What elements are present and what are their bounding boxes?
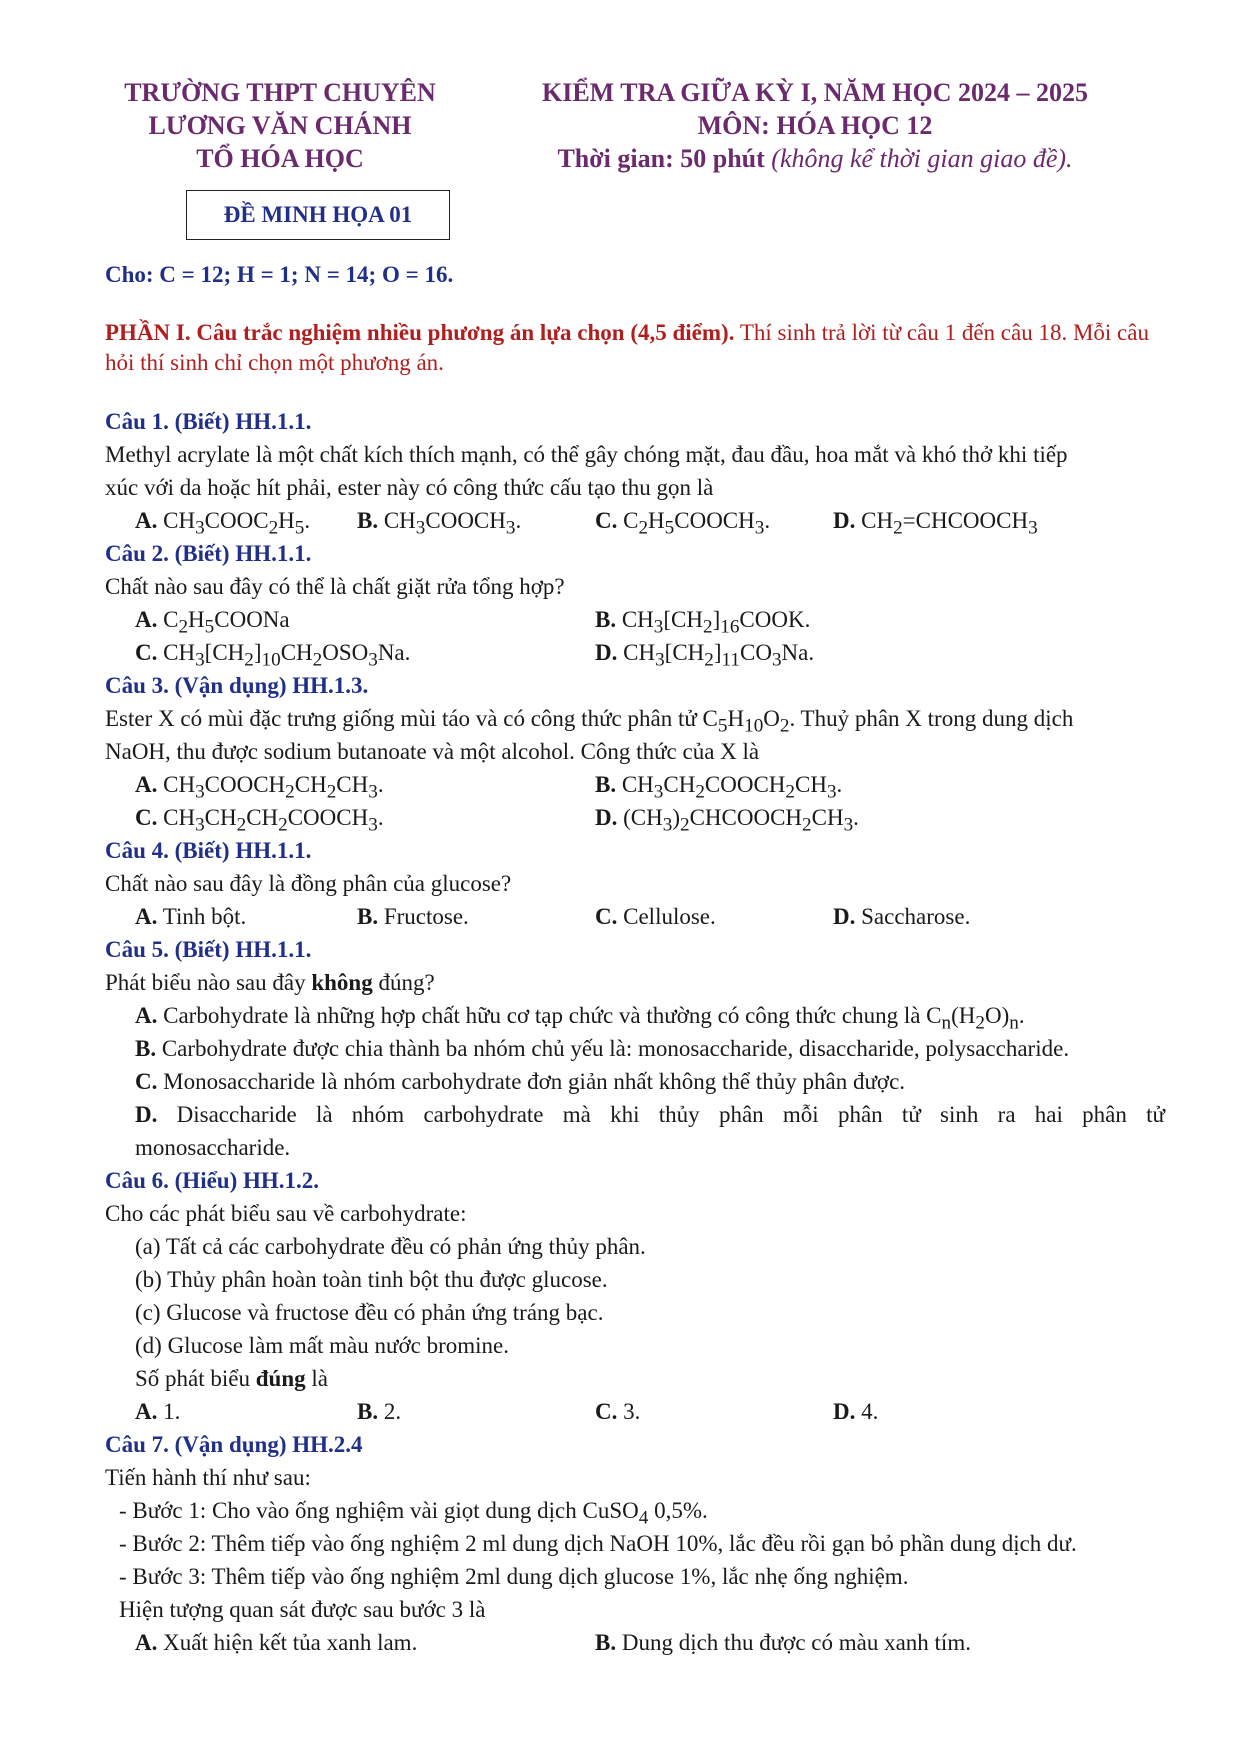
q1-option-b: B. $CH_3COOCH_3$. [357, 508, 522, 539]
q6-options [105, 1395, 1165, 1428]
q2-option-b: B. $CH_3[CH_2]_{16}COOK$. [595, 607, 811, 638]
time-note: (không kể thời gian giao đề). [771, 144, 1073, 173]
time-label: Thời gian: 50 phút [557, 144, 765, 173]
q1-options [105, 504, 1165, 537]
q7-text: Tiến hành thí như sau: [105, 1465, 311, 1490]
q3-text-line2: NaOH, thu được sodium butanoate và một alcohol. Công thức của X là [105, 739, 760, 764]
q6-option-c: C. 3. [595, 1399, 641, 1424]
q6-text: Cho các phát biểu sau về carbohydrate: [105, 1201, 467, 1226]
q2-text: Chất nào sau đây có thể là chất giặt rửa tổng hợp? [105, 574, 565, 599]
department-name: TỔ HÓA HỌC [196, 144, 364, 173]
school-name-line2: LƯƠNG VĂN CHÁNH [148, 111, 412, 140]
q7-step1: - Bước 1: Cho vào ống nghiệm vài giọt dung dịch CuSO$_4$ 0,5%. [119, 1498, 708, 1529]
q5-option-a: A. Carbohydrate là những hợp chất hữu cơ tạp chức và thường có công thức chung là $C_n(H_2O)_n$. [135, 1003, 1025, 1034]
q5-option-d-line2: monosaccharide. [135, 1135, 291, 1160]
q4-options [105, 900, 1165, 933]
q4-heading: Câu 4. (Biết) HH.1.1. [105, 838, 312, 863]
q2-heading: Câu 2. (Biết) HH.1.1. [105, 541, 312, 566]
school-header [100, 76, 460, 175]
q7-step3: - Bước 3: Thêm tiếp vào ống nghiệm 2ml dung dịch glucose 1%, lắc nhẹ ống nghiệm. [119, 1564, 909, 1589]
exam-code-box: ĐỀ MINH HỌA 01 [186, 190, 450, 240]
q3-option-c: C. $CH_3CH_2CH_2COOCH_3$. [135, 805, 384, 836]
q5-heading: Câu 5. (Biết) HH.1.1. [105, 937, 312, 962]
q7-heading: Câu 7. (Vận dụng) HH.2.4 [105, 1432, 363, 1457]
q2-options-row2 [105, 636, 1165, 669]
q3-options-row1 [105, 768, 1165, 801]
q6-statement-d: (d) Glucose làm mất màu nước bromine. [135, 1333, 509, 1358]
q2-options-row1 [105, 603, 1165, 636]
q5-option-c: C. Monosaccharide là nhóm carbohydrate đơn giản nhất không thể thủy phân được. [135, 1069, 906, 1094]
atomic-masses: Cho: C = 12; H = 1; N = 14; O = 16. [105, 262, 454, 287]
q4-option-b: B. Fructose. [357, 904, 469, 929]
q6-option-a: A. 1. [135, 1399, 181, 1424]
q6-heading: Câu 6. (Hiểu) HH.1.2. [105, 1168, 320, 1193]
q6-statement-a: (a) Tất cả các carbohydrate đều có phản ứng thủy phân. [135, 1234, 646, 1259]
q1-text-line1: Methyl acrylate là một chất kích thích mạnh, có thể gây chóng mặt, đau đầu, hoa mắt và khó thở khi tiếp [105, 442, 1068, 467]
q2-option-d: D. $CH_3[CH_2]_{11}CO_3Na$. [595, 640, 815, 671]
q6-option-d: D. 4. [833, 1399, 879, 1424]
part1-desc: Thí sinh trả lời từ câu 1 đến câu 18. Mỗi câu hỏi thí sinh chỉ chọn một phương án. [105, 320, 1149, 375]
exam-subject: MÔN: HÓA HỌC 12 [697, 111, 933, 140]
exam-title: KIỂM TRA GIỮA KỲ I, NĂM HỌC 2024 – 2025 [541, 78, 1089, 107]
q5-text: Phát biểu nào sau đây không đúng? [105, 970, 435, 995]
q3-option-d: D. $(CH_3)_2CHCOOCH_2CH_3$. [595, 805, 859, 836]
q6-statement-c: (c) Glucose và fructose đều có phản ứng tráng bạc. [135, 1300, 604, 1325]
part1-instructions [105, 318, 1170, 378]
q6-statement-b: (b) Thủy phân hoàn toàn tinh bột thu được glucose. [135, 1267, 608, 1292]
q7-observation: Hiện tượng quan sát được sau bước 3 là [119, 1597, 486, 1622]
questions [105, 405, 1165, 1659]
q4-option-d: D. Saccharose. [833, 904, 971, 929]
q7-options-row1 [105, 1626, 1165, 1659]
q1-option-a: A. $CH_3COOC_2H_5$. [135, 508, 311, 539]
q4-text: Chất nào sau đây là đồng phân của glucose? [105, 871, 512, 896]
q4-option-c: C. Cellulose. [595, 904, 716, 929]
q2-option-a: A. $C_2H_5COONa$ [135, 607, 290, 638]
q6-option-b: B. 2. [357, 1399, 402, 1424]
q7-option-a: A. Xuất hiện kết tủa xanh lam. [135, 1630, 418, 1655]
q3-text-line1: Ester X có mùi đặc trưng giống mùi táo và có công thức phân tử $C_5H_{10}O_2$. Thuỷ phân X trong dung dịch [105, 706, 1074, 737]
q7-step2: - Bước 2: Thêm tiếp vào ống nghiệm 2 ml dung dịch NaOH 10%, lắc đều rồi gạn bỏ phần dung dịch dư. [119, 1531, 1077, 1556]
q1-text-line2: xúc với da hoặc hít phải, ester này có công thức cấu tạo thu gọn là [105, 475, 714, 500]
q1-option-c: C. $C_2H_5COOCH_3$. [595, 508, 771, 539]
q1-heading: Câu 1. (Biết) HH.1.1. [105, 409, 312, 434]
q5-option-b: B. Carbohydrate được chia thành ba nhóm chủ yếu là: monosaccharide, disaccharide, polysaccharide. [135, 1036, 1070, 1061]
exam-time [470, 142, 1160, 175]
q4-option-a: A. Tinh bột. [135, 904, 247, 929]
q1-option-d: D. $CH_2=CHCOOCH_3$ [833, 508, 1038, 539]
q2-option-c: C. $CH_3[CH_2]_{10}CH_2OSO_3Na$. [135, 640, 411, 671]
q3-option-b: B. $CH_3CH_2COOCH_2CH_3$. [595, 772, 843, 803]
exam-header [470, 76, 1160, 175]
school-name-line1: TRƯỜNG THPT CHUYÊN [124, 78, 436, 107]
part1-title: PHẦN I. Câu trắc nghiệm nhiều phương án lựa chọn (4,5 điểm). [105, 320, 735, 345]
q5-option-d-line1: D. Disaccharide là nhóm carbohydrate mà khi thủy phân mỗi phân tử sinh ra hai phân tử [135, 1102, 1165, 1127]
q3-options-row2 [105, 801, 1165, 834]
q7-option-b: B. Dung dịch thu được có màu xanh tím. [595, 1630, 971, 1655]
q3-option-a: A. $CH_3COOCH_2CH_2CH_3$. [135, 772, 384, 803]
q3-heading: Câu 3. (Vận dụng) HH.1.3. [105, 673, 369, 698]
q6-question: Số phát biểu đúng là [135, 1366, 328, 1391]
